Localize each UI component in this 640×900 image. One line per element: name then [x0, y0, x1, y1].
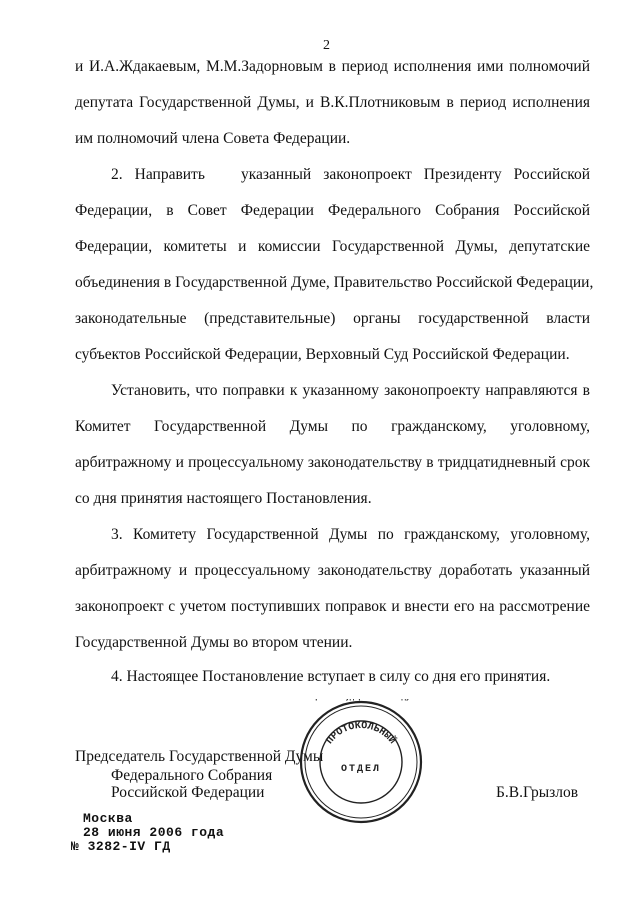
body-line: им полномочий члена Совета Федерации. — [75, 130, 351, 147]
stamp-seal-graphic — [298, 699, 424, 825]
body-line: законопроект с учетом поступивших поправок и внести его на рассмотрение — [75, 598, 590, 615]
body-line: Федерации, комитеты и комиссии Государственной Думы, депутатские — [75, 238, 590, 255]
stamp-inner-text-wrapper — [325, 721, 400, 747]
signatory-name: Б.В.Грызлов — [496, 784, 579, 801]
page-number: 2 — [323, 38, 330, 53]
body-line: Государственной Думы во втором чтении. — [75, 634, 353, 651]
body-line: объединения в Государственной Думе, Правительство Российской Федерации, — [75, 274, 594, 291]
stamp-inner-text: ПРОТОКОЛЬНЫЙ — [324, 720, 398, 747]
footer-number: № 3282-IV ГД — [71, 839, 171, 854]
signatory-title-line3: Российской Федерации — [111, 784, 265, 801]
signatory-title-line2: Федерального Собрания — [111, 767, 273, 784]
body-line: законодательные (представительные) органы государственной власти — [75, 310, 590, 327]
body-line: субъектов Российской Федерации, Верховный Суд Российской Федерации. — [75, 346, 570, 363]
body-line: депутата Государственной Думы, и В.К.Плотниковым в период исполнения — [75, 94, 590, 111]
body-line: 3. Комитету Государственной Думы по гражданскому, уголовному, — [111, 526, 590, 543]
footer-city: Москва — [83, 811, 133, 826]
body-line: Федерации, в Совет Федерации Федерального Собрания Российской — [75, 202, 590, 219]
body-line: 4. Настоящее Постановление вступает в силу со дня его принятия. — [111, 668, 551, 685]
stamp-outer-text — [298, 699, 424, 702]
body-line: арбитражному и процессуальному законодательству в тридцатидневный срок — [75, 454, 590, 471]
body-line: со дня принятия настоящего Постановления. — [75, 490, 372, 507]
official-stamp — [298, 699, 424, 825]
stamp-center-text: ОТДЕЛ — [340, 764, 382, 775]
signatory-title-line1: Председатель Государственной Думы — [75, 748, 324, 765]
footer-date: 28 июня 2006 года — [83, 825, 225, 840]
body-line: арбитражному и процессуальному законодательству доработать указанный — [75, 562, 590, 579]
body-line: Установить, что поправки к указанному законопроекту направляются в — [111, 382, 590, 399]
body-line: и И.А.Ждакаевым, М.М.Задорновым в период исполнения ими полномочий — [75, 58, 590, 75]
body-line: 2. Направить указанный законопроект Президенту Российской — [111, 166, 590, 183]
body-line: Комитет Государственной Думы по гражданскому, уголовному, — [75, 418, 590, 435]
